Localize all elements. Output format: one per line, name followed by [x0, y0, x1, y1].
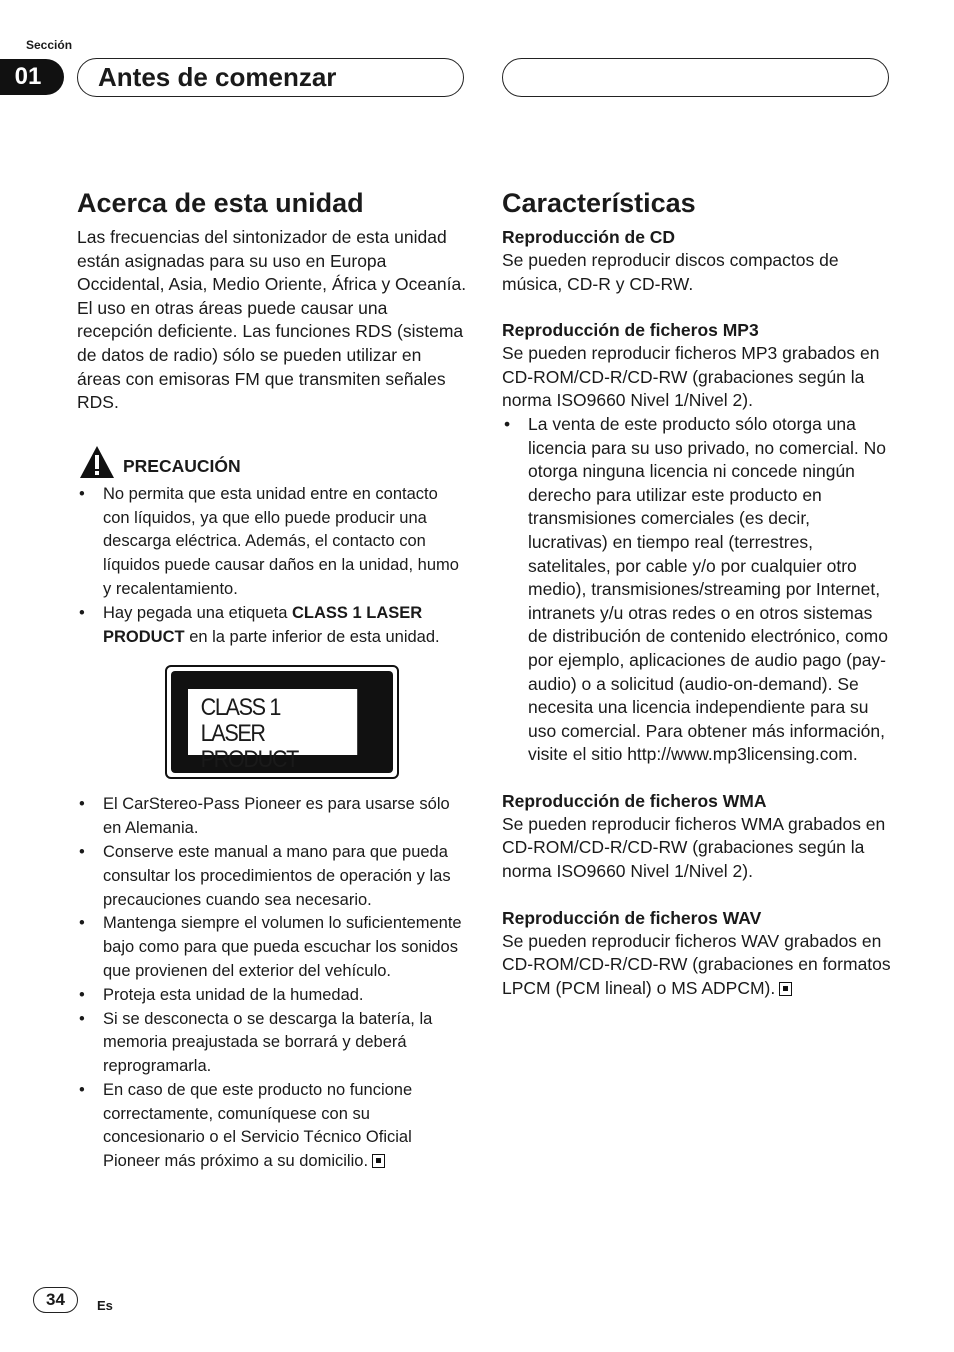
right-column: [502, 186, 892, 1023]
feature-wma-title: Reproducción de ficheros WMA: [502, 790, 767, 811]
list-item: [77, 1079, 467, 1174]
laser-item-bold: CLASS 1 LASER PRODUCT: [103, 603, 423, 646]
feature-wav-title: Reproducción de ficheros WAV: [502, 907, 762, 928]
last-item-text: En caso de que este producto no funcione correctamente, comuníquese con su concesionario o el Servicio Técnico Oficial Pioneer más próximo a su domicilio.: [103, 1080, 413, 1171]
laser-label-line2: LASER PRODUCT: [200, 720, 298, 774]
list-item: • El CarStereo-Pass Pioneer es para usarse sólo en Alemania.: [77, 793, 467, 841]
feature-mp3-title: Reproducción de ficheros MP3: [502, 320, 759, 341]
caution-list: [77, 483, 467, 650]
feature-wav-paragraph: [502, 930, 892, 1001]
list-item: • Si se desconecta o se descarga la batería, la memoria preajustada se borrará y deberá reprogramarla.: [77, 1008, 467, 1079]
list-item: • Conserve este manual a mano para que pueda consultar los procedimientos de operación y las precauciones cuando sea necesario.: [77, 841, 467, 912]
feature-mp3: [502, 319, 892, 767]
feature-cd-text: Se pueden reproducir discos compactos de música, CD-R y CD-RW.: [502, 250, 839, 294]
laser-label-box: [188, 689, 357, 774]
about-unit-heading: Acerca de esta unidad: [77, 188, 364, 218]
end-mark-icon: [779, 982, 792, 996]
list-item: • Mantenga siempre el volumen lo suficientemente bajo como para que pueda escuchar los sonidos que provienen del exterior del vehículo.: [77, 912, 467, 983]
laser-item-post: en la parte inferior de esta unidad.: [189, 627, 440, 646]
section-label: Sección: [26, 38, 73, 52]
feature-wav-text: Se pueden reproducir ficheros WAV grabados en CD-ROM/CD-R/CD-RW (grabaciones en formatos LPCM (PCM lineal) o MS ADPCM).: [502, 930, 891, 998]
list-item: • Proteja esta unidad de la humedad.: [77, 984, 467, 1008]
feature-cd-title: Reproducción de CD: [502, 227, 676, 247]
list-item-laser: [77, 602, 467, 650]
laser-label-line1: CLASS 1: [200, 694, 280, 722]
feature-wav: [502, 907, 892, 1001]
list-item: • No permita que esta unidad entre en contacto con líquidos, ya que ello puede producir una descarga eléctrica. Además, el contacto con líquidos puede causar daños en la unidad, humo y recalentamiento.: [77, 483, 467, 602]
feature-wma: [502, 790, 892, 884]
chapter-title: Antes de comenzar: [77, 58, 464, 97]
section-number: 01: [0, 59, 64, 95]
laser-label-frame: [171, 671, 393, 773]
notes-list: [77, 793, 467, 1174]
warning-triangle-icon: [79, 445, 115, 479]
caution-header: [77, 445, 467, 479]
laser-item-pre: Hay pegada una etiqueta: [103, 603, 288, 622]
feature-mp3-text: Se pueden reproducir ficheros MP3 grabados en CD-ROM/CD-R/CD-RW (grabaciones según la norma ISO9660 Nivel 1/Nivel 2).: [502, 343, 880, 411]
feature-wma-text: Se pueden reproducir ficheros WMA grabados en CD-ROM/CD-R/CD-RW (grabaciones según la norma ISO9660 Nivel 1/Nivel 2).: [502, 813, 886, 882]
about-unit-text: Las frecuencias del sintonizador de esta unidad están asignadas para su uso en Europa Occidental, Asia, Medio Oriente, África y Oceanía. El uso en otras áreas puede causar una recepción deficiente. Las funciones RDS (sistema de datos de radio) sólo se pueden utilizar en áreas con emisoras FM que transmiten señales RDS.: [77, 227, 467, 413]
left-column: [77, 186, 467, 1174]
mp3-license-list: [502, 413, 892, 767]
header-empty-pill: [502, 58, 889, 97]
features-heading: Características: [502, 188, 696, 218]
end-mark-icon: [372, 1154, 385, 1168]
list-item: • La venta de este producto sólo otorga una licencia para su uso privado, no comercial. No otorga ninguna licencia ni concede ningún derecho para utilizar este producto en transmisiones comerciales (es decir, lucrativas) en tiempo real (terrestres, satelitales, por cable y/o por cualquier otro medio), transmisiones/streaming por Internet, intranets y/u otras redes o en otros sistemas de distribución de contenido electrónico, como por ejemplo, aplicaciones de audio pago (pay-audio) o a solicitud (audio-on-demand). Se necesita una licencia independiente para su uso comercial. Para obtener más información, visite el sitio http://www.mp3licensing.com.: [502, 413, 892, 767]
class1-laser-label-image: [165, 665, 399, 779]
page-number: 34: [33, 1287, 78, 1313]
feature-cd: [502, 226, 892, 296]
caution-title: PRECAUCIÓN: [123, 455, 241, 476]
language-code: Es: [97, 1298, 113, 1313]
